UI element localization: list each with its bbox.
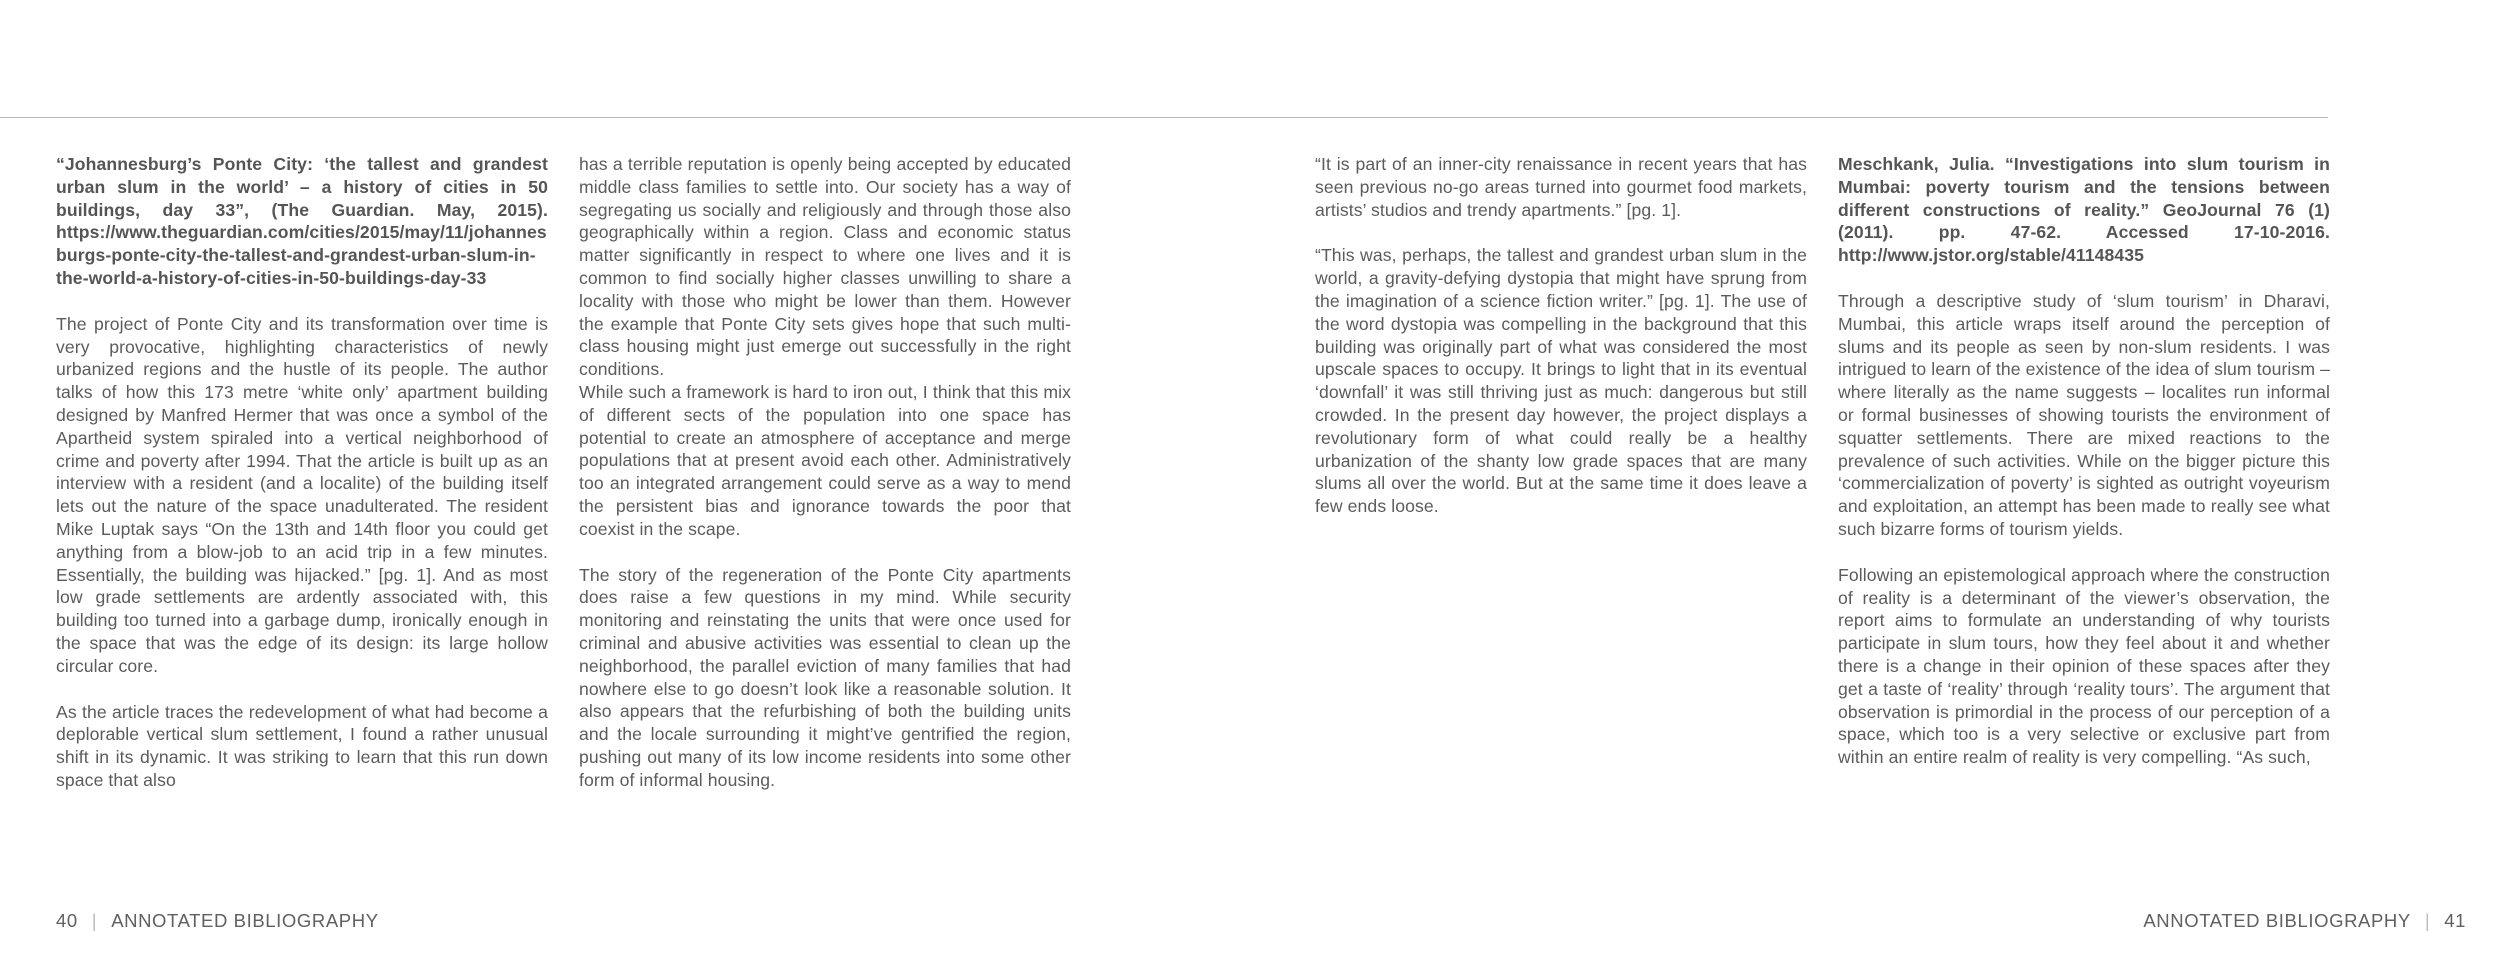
paragraph: As the article traces the redevelopment of what had become a deplorable vertical slum settlement, I found a rather unusual shift in its dynamic. It was striking to learn that this run down space that also [56, 701, 548, 790]
column-3 [1315, 153, 1807, 541]
paragraph: “It is part of an inner-city renaissance in recent years that has seen previous no-go areas turned into gourmet food markets, artists’ studios and trendy apartments.” [pg. 1]. [1315, 154, 1807, 220]
column-2 [579, 153, 1071, 815]
paragraph: While such a framework is hard to iron out, I think that this mix of different sects of the population into one space has potential to create an atmosphere of acceptance and merge populations that at present avoid each other. Administratively too an integrated arrangement could serve as a way to mend the persistent bias and ignorance towards the poor that coexist in the scape. [579, 381, 1071, 539]
page-number: 40 [56, 910, 78, 931]
paragraph: Through a descriptive study of ‘slum tourism’ in Dharavi, Mumbai, this article wraps itself around the perception of slums and its people as seen by non-slum residents. I was intrigued to learn of the existence of the idea of slum tourism – where literally as the name suggests – localites run informal or formal businesses of showing tourists the environment of squatter settlements. There are mixed reactions to the prevalence of such activities. While on the bigger picture this ‘commercialization of poverty’ is sighted as outright voyeurism and exploitation, an attempt has been made to really see what such bizarre forms of tourism yields. [1838, 290, 2330, 539]
paragraph: Following an epistemological approach where the construction of reality is a determinant of the viewer’s observation, the report aims to formulate an understanding of why tourists participate in slum tours, how they feel about it and whether there is a change in their opinion of these spaces after they get a taste of ‘reality’ through ‘reality tours’. The argument that observation is primordial in the process of our perception of a space, which too is a very selective or exclusive part from within an entire realm of reality is very compelling. “As such, [1838, 564, 2330, 768]
citation-meschkank: Meschkank, Julia. “Investigations into slum tourism in Mumbai: poverty tourism and the tensions between different constructions of reality.” GeoJournal 76 (1) (2011). pp. 47-62. Accessed 17-10-2016. http://www.jstor.org/stable/41148435 [1838, 154, 2330, 266]
paragraph: “This was, perhaps, the tallest and grandest urban slum in the world, a gravity-defying dystopia that might have sprung from the imagination of a science fiction writer.” [pg. 1]. The use of the word dystopia was compelling in the background that this building was originally part of what was considered the most upscale spaces to occupy. It brings to light that in its eventual ‘downfall’ it was still thriving just as much: dangerous but still crowded. In the present day however, the project displays a revolutionary form of what could really be a healthy urbanization of the shanty low grade spaces that are many slums all over the world. But at the same time it does leave a few ends loose. [1315, 245, 1807, 517]
section-title: ANNOTATED BIBLIOGRAPHY [2143, 910, 2411, 931]
paragraph: The story of the regeneration of the Ponte City apartments does raise a few questions in my mind. While security monitoring and reinstating the units that were once used for criminal and abusive activities was essential to clean up the neighborhood, the parallel eviction of many families that had nowhere else to go doesn’t look like a reasonable solution. It also appears that the refurbishing of both the building units and the locale surrounding it might’ve gentrified the region, pushing out many of its low income residents into some other form of informal housing. [579, 564, 1071, 790]
footer-left [56, 910, 379, 932]
column-1 [56, 153, 548, 815]
section-title: ANNOTATED BIBLIOGRAPHY [111, 910, 379, 931]
footer-divider: | [91, 910, 98, 931]
footer-divider: | [2424, 910, 2431, 931]
citation-guardian: “Johannesburg’s Ponte City: ‘the tallest and grandest urban slum in the world’ – a history of cities in 50 buildings, day 33”, (The Guardian. May, 2015). https://www.theguardian.com/cities/2015/may/11/johannesburgs-ponte-city-the-tallest-and-grandest-urban-slum-in-the-world-a-history-of-cities-in-50-buildings-day-33 [56, 154, 548, 288]
page-number: 41 [2444, 910, 2466, 931]
paragraph: The project of Ponte City and its transformation over time is very provocative, highlighting characteristics of newly urbanized regions and the hustle of its people. The author talks of how this 173 metre ‘white only’ apartment building designed by Manfred Hermer that was once a symbol of the Apartheid system spiraled into a vertical neighborhood of crime and poverty after 1994. That the article is built up as an interview with a resident (and a localite) of the building itself lets out the nature of the space unadulterated. The resident Mike Luptak says “On the 13th and 14th floor you could get anything from a blow-job to an acid trip in a few minutes. Essentially, the building was hijacked.” [pg. 1]. And as most low grade settlements are ardently associated with, this building too turned into a garbage dump, ironically enough in the space that was the edge of its design: its large hollow circular core. [56, 313, 548, 676]
paragraph: has a terrible reputation is openly being accepted by educated middle class families to settle into. Our society has a way of segregating us socially and religiously and through those also geographically within a region. Class and economic status matter significantly in respect to where one lives and it is common to find socially higher classes unwilling to share a locality with those who might be lower than them. However the example that Ponte City sets gives hope that such multi-class housing might just emerge out successfully in the right conditions. [579, 154, 1071, 380]
column-4 [1838, 153, 2330, 792]
footer-right [2143, 910, 2466, 932]
header-rule [0, 117, 2328, 118]
